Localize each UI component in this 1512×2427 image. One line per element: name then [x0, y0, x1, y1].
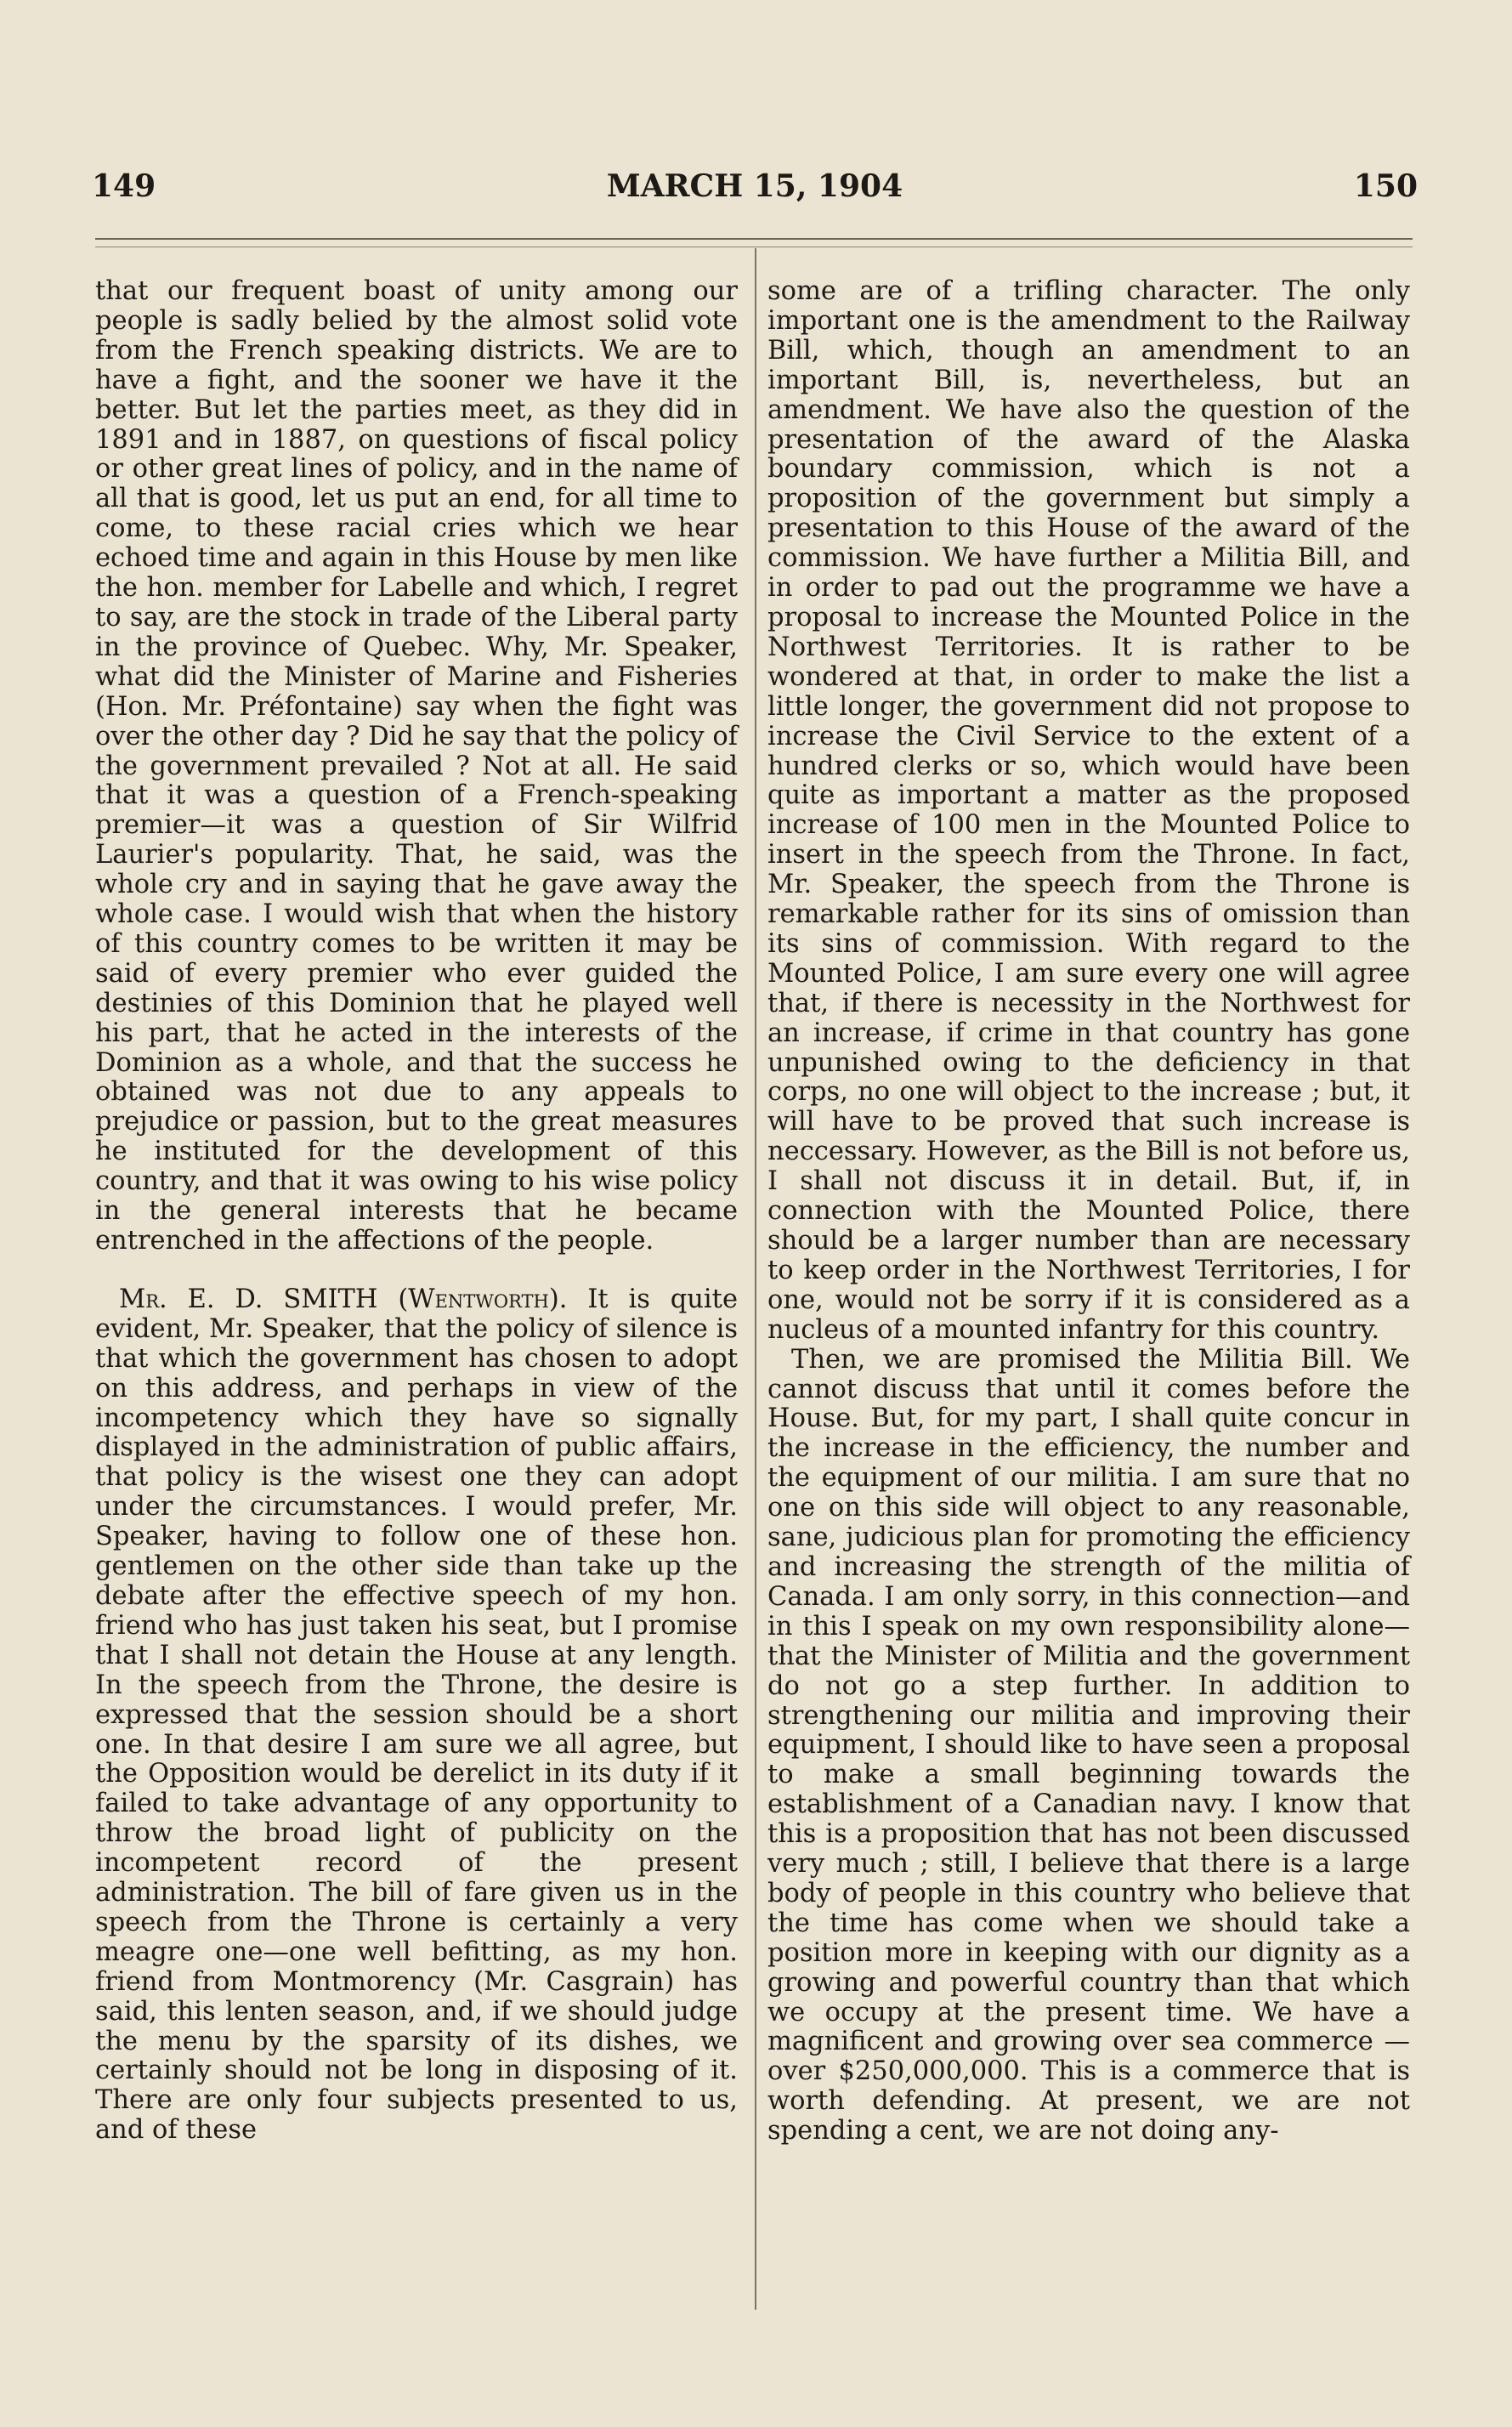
- left-paragraph-2: [95, 1285, 738, 2146]
- right-column: [767, 277, 1410, 2146]
- left-column: [95, 277, 738, 2146]
- header-rule: [95, 238, 1413, 240]
- page-date: MARCH 15, 1904: [606, 168, 903, 204]
- paragraph-gap: [95, 1256, 738, 1285]
- page-number-right: 150: [1353, 168, 1418, 204]
- page-header: [92, 168, 1418, 211]
- left-paragraph-1: that our frequent boast of unity among our people is sadly belied by the almost solid vote from the French speaking districts. We are to have a fight, and the sooner we have it the better. But let the parties meet, as they did in 1891 and in 1887, on questions of fiscal policy or other great lines of policy, and in the name of all that is good, let us put an end, for all time to come, to these racial cries which we hear echoed time and again in this House by men like the hon. member for Labelle and which, I regret to say, are the stock in trade of the Liberal party in the province of Quebec. Why, Mr. Speaker, what did the Minister of Marine and Fisheries (Hon. Mr. Préfontaine) say when the fight was over the other day ? Did he say that the policy of the government prevailed ? Not at all. He said that it was a question of a French-speaking premier—it was a question of Sir Wilfrid Laurier's popularity. That, he said, was the whole cry and in saying that he gave away the whole case. I would wish that when the history of this country comes to be written it may be said of every premier who ever guided the destinies of this Dominion that he played well his part, that he acted in the interests of the Dominion as a whole, and that the success he obtained was not due to any appeals to prejudice or passion, but to the great measures he instituted for the development of this country, and that it was owing to his wise policy in the general interests that he became entrenched in the affections of the people.: [95, 276, 738, 1256]
- right-paragraph-2: Then, we are promised the Militia Bill. We cannot discuss that until it comes before the House. But, for my part, I shall quite concur in the increase in the efficiency, the number and the equipment of our militia. I am sure that no one on this side will object to any reasonable, sane, judicious plan for promoting the efficiency and increasing the strength of the militia of Canada. I am only sorry, in this connection—and in this I speak on my own responsibility alone—that the Minister of Militia and the government do not go a step further. In addition to strengthening our militia and improving their equipment, I should like to have seen a proposal to make a small beginning towards the establishment of a Canadian navy. I know that this is a proposition that has not been discussed very much ; still, I believe that there is a large body of people in this country who believe that the time has come when we should take a position more in keeping with our dignity as a growing and powerful country than that which we occupy at the present time. We have a magnificent and growing over sea commerce —over $250,000,000. This is a commerce that is worth defending. At present, we are not spending a cent, we are not doing any-: [767, 1344, 1410, 2146]
- speech-text: It is quite evident, Mr. Speaker, that the policy of silence is that which the government has chosen to adopt on this address, and perhaps in view of the incompetency which they have so signally displayed in the administration of public affairs, that policy is the wisest one they can adopt under the circumstances. I would prefer, Mr. Speaker, having to follow one of these hon. gentlemen on the other side than take up the debate after the effective speech of my hon. friend who has just taken his seat, but I promise that I shall not detain the House at any length. In the speech from the Throne, the desire is expressed that the session should be a short one. In that desire I am sure we all agree, but the Opposition would be derelict in its duty if it failed to take advantage of any opportunity to throw the broad light of publicity on the incompetent record of the present administration. The bill of fare given us in the speech from the Throne is certainly a very meagre one—one well befitting, as my hon. friend from Montmorency (Mr. Casgrain) has said, this lenten season, and, if we should judge the menu by the sparsity of its dishes, we certainly should not be long in disposing of it. There are only four subjects presented to us, and of these: [95, 1284, 738, 2146]
- speaker-name: Mr. E. D. SMITH (Wentworth).: [119, 1284, 568, 1314]
- page-number-left: 149: [92, 168, 156, 204]
- column-divider: [755, 248, 756, 2310]
- right-paragraph-1: some are of a trifling character. The only important one is the amendment to the Railway Bill, which, though an amendment to an important Bill, is, nevertheless, but an amendment. We have also the question of the presentation of the award of the Alaska boundary commission, which is not a proposition of the government but simply a presentation to this House of the award of the commission. We have further a Militia Bill, and in order to pad out the programme we have a proposal to increase the Mounted Police in the Northwest Territories. It is rather to be wondered at that, in order to make the list a little longer, the government did not propose to increase the Civil Service to the extent of a hundred clerks or so, which would have been quite as important a matter as the proposed increase of 100 men in the Mounted Police to insert in the speech from the Throne. In fact, Mr. Speaker, the speech from the Throne is remarkable rather for its sins of omission than its sins of commission. With regard to the Mounted Police, I am sure every one will agree that, if there is necessity in the Northwest for an increase, if crime in that country has gone unpunished owing to the deficiency in that corps, no one will object to the increase ; but, it will have to be proved that such increase is neccessary. However, as the Bill is not before us, I shall not discuss it in detail. But, if, in connection with the Mounted Police, there should be a larger number than are necessary to keep order in the Northwest Territories, I for one, would not be sorry if it is considered as a nucleus of a mounted infantry for this country.: [767, 276, 1410, 1345]
